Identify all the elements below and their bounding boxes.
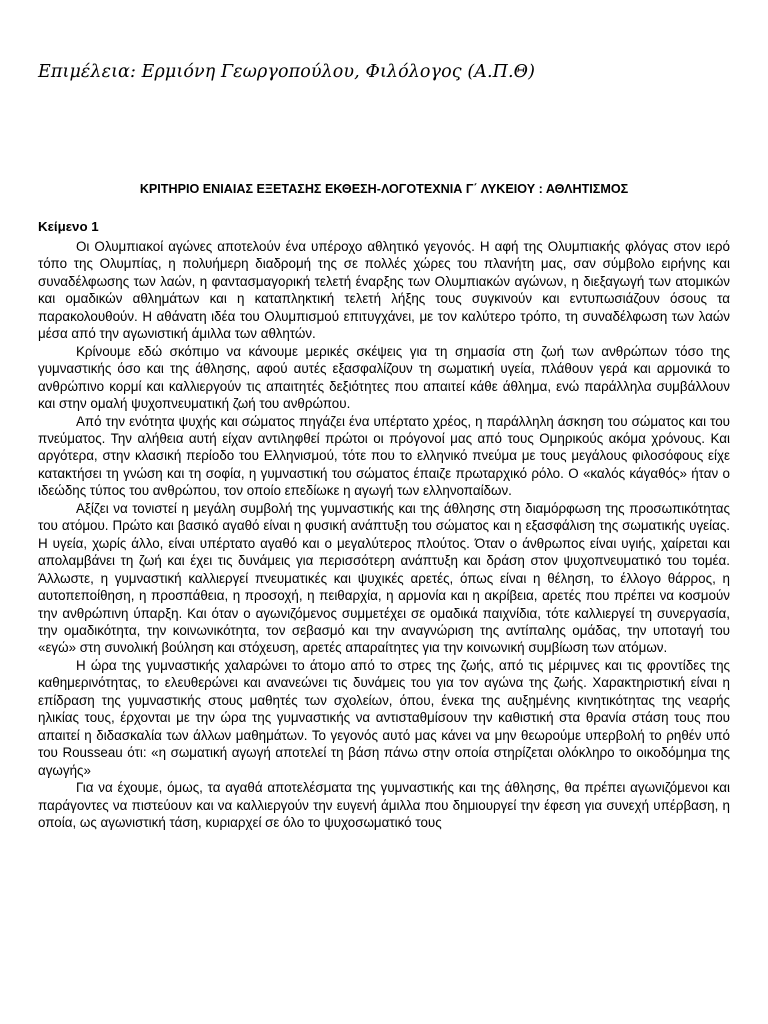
paragraph-3: Από την ενότητα ψυχής και σώματος πηγάζει ένα υπέρτατο χρέος, η παράλληλη άσκηση του σώματος και του πνεύματος. Την αλήθεια αυτή είχαν αντιληφθεί πρώτοι οι πρόγονοί μας από τους Ομηρικούς ακόμα χρόνους. Και αργότερα, στην κλασική περίοδο του Ελληνισμού, τότε που το ελληνικό πνεύμα με τους μεγάλους φιλοσόφους είχε κατακτήσει τη γνώση και τη σοφία, η γυμναστική του σώματος έπαιζε πρωταρχικό ρόλο. Ο «καλός κάγαθός» ήταν ο ιδεώδης τύπος του ανθρώπου, τον οποίο επεδίωκε η αγωγή των ελληνοπαίδων. — [38, 413, 730, 499]
header-credit: Επιμέλεια: Ερμιόνη Γεωργοπούλου, Φιλόλογος (Α.Π.Θ) — [38, 62, 536, 82]
paragraph-6: Για να έχουμε, όμως, τα αγαθά αποτελέσματα της γυμναστικής και της άθλησης, θα πρέπει αγωνιζόμενοι και παράγοντες να πιστεύουν και να καλλιεργούν την ευγενή άμιλλα που δημιουργεί την έφεση για συνεχή υπέρβαση, η οποία, ως αγωνιστική τάση, κυριαρχεί σε όλο το ψυχοσωματικό τους — [38, 780, 730, 830]
paragraph-5: Η ώρα της γυμναστικής χαλαρώνει το άτομο από το στρες της ζωής, από τις μέριμνες και τις φροντίδες της καθημερινότητας, το ελευθερώνει και ανανεώνει τις δυνάμεις του για τον αγώνα της ζωής. Χαρακτηριστική είναι η επίδραση της γυμναστικής στους μαθητές των σχολείων, όπου, ένεκα της αυξημένης κινητικότητας της νεαρής ηλικίας τους, έρχονται με την ώρα της γυμναστικής να αντισταθμίσουν την καθιστική στα θρανία στάση τους που απαιτεί η διδασκαλία των άλλων μαθημάτων. Το γεγονός αυτό μας κάνει να μην θεωρούμε υπερβολή το ρηθέν υπό του Rousseau ότι: «η σωματική αγωγή αποτελεί τη βάση πάνω στην οποία στηρίζεται ολόκληρο το οικοδόμημα της αγωγής» — [38, 657, 730, 778]
paragraph-2: Κρίνουμε εδώ σκόπιμο να κάνουμε μερικές σκέψεις για τη σημασία στη ζωή των ανθρώπων τόσο της γυμναστικής όσο και της άθλησης, αφού αυτές εξασφαλίζουν τη σωματική υγεία, πλάθουν γερά και αρμονικά το ανθρώπινο κορμί και καλλιεργούν τις απαιτητές δεξιότητες που απαιτεί κάθε άθλημα, ενώ παράλληλα συμβάλλουν και στην ομαλή ψυχοπνευματική ζωή του ανθρώπου. — [38, 343, 730, 412]
body-text — [38, 238, 730, 831]
exam-title: ΚΡΙΤΗΡΙΟ ΕΝΙΑΙΑΣ ΕΞΕΤΑΣΗΣ ΕΚΘΕΣΗ-ΛΟΓΟΤΕΧΝΙΑ Γ΄ ΛΥΚΕΙΟΥ : ΑΘΛΗΤΙΣΜΟΣ — [139, 182, 629, 196]
section-heading: Κείμενο 1 — [38, 219, 99, 234]
paragraph-1: Οι Ολυμπιακοί αγώνες αποτελούν ένα υπέροχο αθλητικό γεγονός. Η αφή της Ολυμπιακής φλόγας στον ιερό τόπο της Ολυμπίας, η πολυήμερη διαδρομή της σε πολλές χώρες του πλανήτη μας, σαν σύμβολο ειρήνης και συναδέλφωσης των λαών, η φαντασμαγορική τελετή έναρξης των Ολυμπιακών αγώνων, η διεξαγωγή των ατομικών και ομαδικών αθλημάτων και η καταπληκτική τελετή λήξης τους συγκινούν και εντυπωσιάζουν όσους τα παρακολουθούν. Η αθάνατη ιδέα του Ολυμπισμού επιτυγχάνει, με τον καλύτερο τρόπο, τη συναδέλφωση των λαών μέσα από την αγωνιστική άμιλλα των αθλητών. — [38, 239, 730, 342]
paragraph-4: Αξίζει να τονιστεί η μεγάλη συμβολή της γυμναστικής και της άθλησης στη διαμόρφωση της προσωπικότητας του ατόμου. Πρώτο και βασικό αγαθό είναι η φυσική ανάπτυξη του σώματος και η εξασφάλιση της σωματικής υγείας. Η υγεία, χωρίς άλλο, είναι υπέρτατο αγαθό και ο μεγαλύτερος πλούτος. Όταν ο άνθρωπος είναι υγιής, χαίρεται και απολαμβάνει τη ζωή και έχει τις δυνάμεις για περισσότερη ανάπτυξη και δράση στον ψυχοπνευματικό του τομέα. Άλλωστε, η γυμναστική καλλιεργεί πνευματικές και ψυχικές αρετές, όπως είναι η θέληση, το έλλογο θάρρος, η αυτοπεποίθηση, η προσπάθεια, η προσοχή, η πειθαρχία, η αρμονία και η ακρίβεια, αρετές που πρέπει να κοσμούν την ανθρώπινη ύπαρξη. Και όταν ο αγωνιζόμενος συμμετέχει σε ομαδικά παιχνίδια, τότε καλλιεργεί τη συνεργασία, την ομαδικότητα, την κοινωνικότητα, τον σεβασμό και την αναγνώριση της αντίπαλης ομάδας, την υποταγή του «εγώ» στη συνολική βούληση και στόχευση, αρετές απαραίτητες για την κοινωνική συμβίωση των ατόμων. — [38, 500, 730, 656]
